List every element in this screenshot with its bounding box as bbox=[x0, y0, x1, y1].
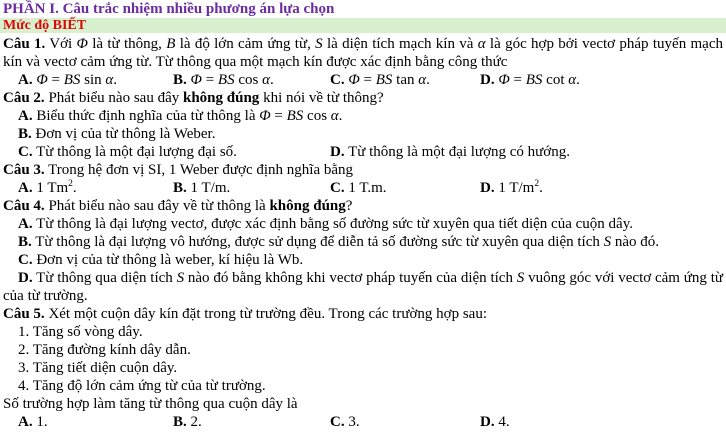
text-segment: S bbox=[176, 270, 185, 286]
text-segment: Số trường hợp làm tăng từ thông qua cuộn dây là bbox=[3, 396, 298, 412]
text-segment: B. bbox=[18, 126, 32, 142]
question-2-option-d bbox=[330, 143, 570, 161]
question-5-list-item-2 bbox=[3, 341, 723, 359]
text-segment: Trong hệ đơn vị SI, 1 Weber được định nghĩa bằng bbox=[44, 162, 354, 178]
question-4-option-d bbox=[3, 269, 723, 305]
question-3-option-d bbox=[480, 179, 543, 197]
text-segment: Câu 1. bbox=[3, 36, 46, 52]
text-segment: . bbox=[426, 72, 430, 88]
text-segment: vuông góc với vectơ cảm ứng từ của từ trường. bbox=[3, 270, 723, 304]
text-segment: = bbox=[201, 72, 218, 88]
question-1-option-c bbox=[330, 71, 480, 89]
text-segment: BS bbox=[63, 72, 81, 88]
text-segment: . bbox=[539, 180, 543, 196]
text-segment: 2. bbox=[186, 414, 202, 430]
question-3-option-b bbox=[173, 179, 330, 197]
text-segment: BS bbox=[217, 72, 235, 88]
text-segment: . bbox=[576, 72, 580, 88]
text-segment: cos bbox=[303, 108, 331, 124]
text-segment: D. bbox=[480, 72, 495, 88]
text-segment: khi nói về từ thông? bbox=[259, 90, 384, 106]
text-segment: 1 T/m. bbox=[186, 180, 231, 196]
question-5-option-d bbox=[480, 413, 510, 431]
text-segment: A. bbox=[18, 72, 33, 88]
text-segment: . bbox=[72, 180, 77, 196]
question-4-stem bbox=[3, 197, 723, 215]
question-4-option-a bbox=[3, 215, 723, 233]
text-segment: Biểu thức định nghĩa của từ thông là bbox=[32, 108, 260, 124]
text-segment: cos bbox=[234, 72, 263, 88]
text-segment: Từ thông là đại lượng vô hướng, được sử dụng để diễn tả số đường sức từ xuyên qua diện tích bbox=[31, 234, 604, 250]
text-segment: B. bbox=[173, 180, 187, 196]
question-1-options-row bbox=[3, 71, 723, 89]
text-segment: không đúng bbox=[269, 198, 346, 214]
question-5-closing bbox=[3, 395, 723, 413]
question-5-list-item-1 bbox=[3, 323, 723, 341]
text-segment: B bbox=[166, 36, 176, 52]
text-segment: A. bbox=[18, 414, 33, 430]
text-segment: là góc hợp bởi vectơ pháp tuyến mạch kín và vectơ cảm ứng từ. Từ thông qua một mạch kín được xác định bằng công thức bbox=[3, 36, 723, 70]
text-segment: sin bbox=[80, 72, 106, 88]
text-segment: 2 bbox=[68, 179, 73, 189]
text-segment: Câu 2. bbox=[3, 90, 45, 106]
text-segment: ? bbox=[345, 198, 353, 214]
question-2-option-b bbox=[3, 125, 723, 143]
text-segment: α bbox=[418, 72, 427, 88]
text-segment: Phát biểu nào sau đây về từ thông là bbox=[44, 198, 270, 214]
text-segment: BS bbox=[375, 72, 393, 88]
text-segment: C. bbox=[18, 144, 33, 160]
question-3-stem bbox=[3, 161, 723, 179]
question-3-option-c bbox=[330, 179, 480, 197]
text-segment: tan bbox=[392, 72, 419, 88]
text-segment: 4. bbox=[494, 414, 510, 430]
text-segment: . bbox=[338, 108, 343, 124]
text-segment: Φ bbox=[76, 36, 88, 52]
text-segment: B. bbox=[173, 72, 187, 88]
text-segment: cot bbox=[542, 72, 569, 88]
text-segment: Φ bbox=[498, 72, 510, 88]
text-segment: không đúng bbox=[183, 90, 260, 106]
text-segment: Φ bbox=[190, 72, 202, 88]
text-segment: 1 T/m bbox=[494, 180, 535, 196]
text-segment: = bbox=[47, 72, 64, 88]
question-5-option-b bbox=[173, 413, 330, 431]
text-segment: . bbox=[113, 72, 118, 88]
text-segment: S bbox=[603, 234, 612, 250]
text-segment: Từ thông là đại lượng vectơ, được xác định bằng số đường sức từ xuyên qua tiết diện của cuộn dây. bbox=[32, 216, 633, 232]
text-segment: = bbox=[509, 72, 526, 88]
question-2-options-row-cd bbox=[3, 143, 723, 161]
text-segment: 4. Tăng độ lớn cảm ứng từ của từ trường. bbox=[18, 378, 266, 394]
text-segment: Với bbox=[45, 36, 77, 52]
text-segment: Câu 4. bbox=[3, 198, 45, 214]
text-segment: α bbox=[105, 72, 114, 88]
text-segment: 2. Tăng đường kính dây dẫn. bbox=[18, 342, 191, 358]
text-segment: S bbox=[516, 270, 525, 286]
question-5-option-c bbox=[330, 413, 480, 431]
question-1-option-d bbox=[480, 71, 580, 89]
level-badge: Mức độ BIẾT bbox=[0, 18, 726, 33]
text-segment: Từ thông là một đại lượng có hướng. bbox=[344, 144, 570, 160]
text-segment: 3. Tăng tiết diện cuộn dây. bbox=[18, 360, 178, 376]
text-segment: D. bbox=[18, 270, 33, 286]
text-segment: là từ thông, bbox=[87, 36, 167, 52]
text-segment: nào đó. bbox=[611, 234, 660, 250]
text-segment: D. bbox=[480, 414, 495, 430]
text-segment: S bbox=[315, 36, 323, 52]
text-segment: = bbox=[359, 72, 376, 88]
text-segment: 1. bbox=[32, 414, 48, 430]
text-segment: A. bbox=[18, 216, 33, 232]
text-segment: 3. bbox=[344, 414, 360, 430]
text-segment: Phát biểu nào sau đây bbox=[44, 90, 183, 106]
text-segment: α bbox=[330, 108, 339, 124]
question-4-option-c bbox=[3, 251, 723, 269]
question-3-options-row bbox=[3, 179, 723, 197]
text-segment: Từ thông là một đại lượng đại số. bbox=[32, 144, 237, 160]
text-segment: 2 bbox=[534, 179, 540, 189]
text-segment: C. bbox=[18, 252, 33, 268]
text-segment: BS bbox=[525, 72, 543, 88]
question-5-option-a bbox=[18, 413, 173, 431]
text-segment: C. bbox=[330, 72, 345, 88]
question-2-option-a bbox=[3, 107, 723, 125]
question-1-option-a bbox=[18, 71, 173, 89]
question-1-stem bbox=[3, 35, 723, 71]
text-segment: Φ bbox=[259, 108, 271, 124]
text-segment: D. bbox=[480, 180, 495, 196]
text-segment: . bbox=[269, 72, 274, 88]
text-segment: A. bbox=[18, 108, 33, 124]
question-5-list-item-3 bbox=[3, 359, 723, 377]
text-segment: Từ thông qua diện tích bbox=[32, 270, 177, 286]
text-segment: Đơn vị của từ thông là weber, kí hiệu là Wb. bbox=[32, 252, 304, 268]
question-3-option-a bbox=[18, 179, 173, 197]
question-4-option-b bbox=[3, 233, 723, 251]
text-segment: Đơn vị của từ thông là Weber. bbox=[31, 126, 216, 142]
text-segment: 1 T.m. bbox=[344, 180, 387, 196]
text-segment: BS bbox=[286, 108, 304, 124]
text-segment: α bbox=[477, 36, 486, 52]
text-segment: D. bbox=[330, 144, 345, 160]
part-title: PHẦN I. Câu trắc nhiệm nhiều phương án lựa chọn bbox=[3, 1, 335, 17]
text-segment: Câu 5. bbox=[3, 306, 45, 322]
question-1-option-b bbox=[173, 71, 330, 89]
text-segment: nào đó bằng không khi vectơ pháp tuyến của diện tích bbox=[184, 270, 517, 286]
question-2-option-c bbox=[18, 143, 330, 161]
text-segment: α bbox=[568, 72, 577, 88]
text-segment: α bbox=[262, 72, 270, 88]
text-segment: Xét một cuộn dây kín đặt trong từ trường đều. Trong các trường hợp sau: bbox=[44, 306, 487, 322]
text-segment: C. bbox=[330, 414, 345, 430]
text-segment: A. bbox=[18, 180, 33, 196]
question-5-options-row bbox=[3, 413, 723, 431]
text-segment: B. bbox=[18, 234, 32, 250]
text-segment: = bbox=[270, 108, 287, 124]
text-segment: 1 Tm bbox=[32, 180, 69, 196]
text-segment: B. bbox=[173, 414, 187, 430]
text-segment: là diện tích mạch kín và bbox=[322, 36, 478, 52]
text-segment: là độ lớn cảm ứng từ, bbox=[175, 36, 316, 52]
text-segment: Câu 3. bbox=[3, 162, 45, 178]
question-5-list-item-4 bbox=[3, 377, 723, 395]
text-segment: C. bbox=[330, 180, 345, 196]
text-segment: Φ bbox=[348, 72, 360, 88]
text-segment: 1. Tăng số vòng dây. bbox=[18, 324, 143, 340]
question-5-stem bbox=[3, 305, 723, 323]
text-segment: Φ bbox=[36, 72, 48, 88]
question-2-stem bbox=[3, 89, 723, 107]
